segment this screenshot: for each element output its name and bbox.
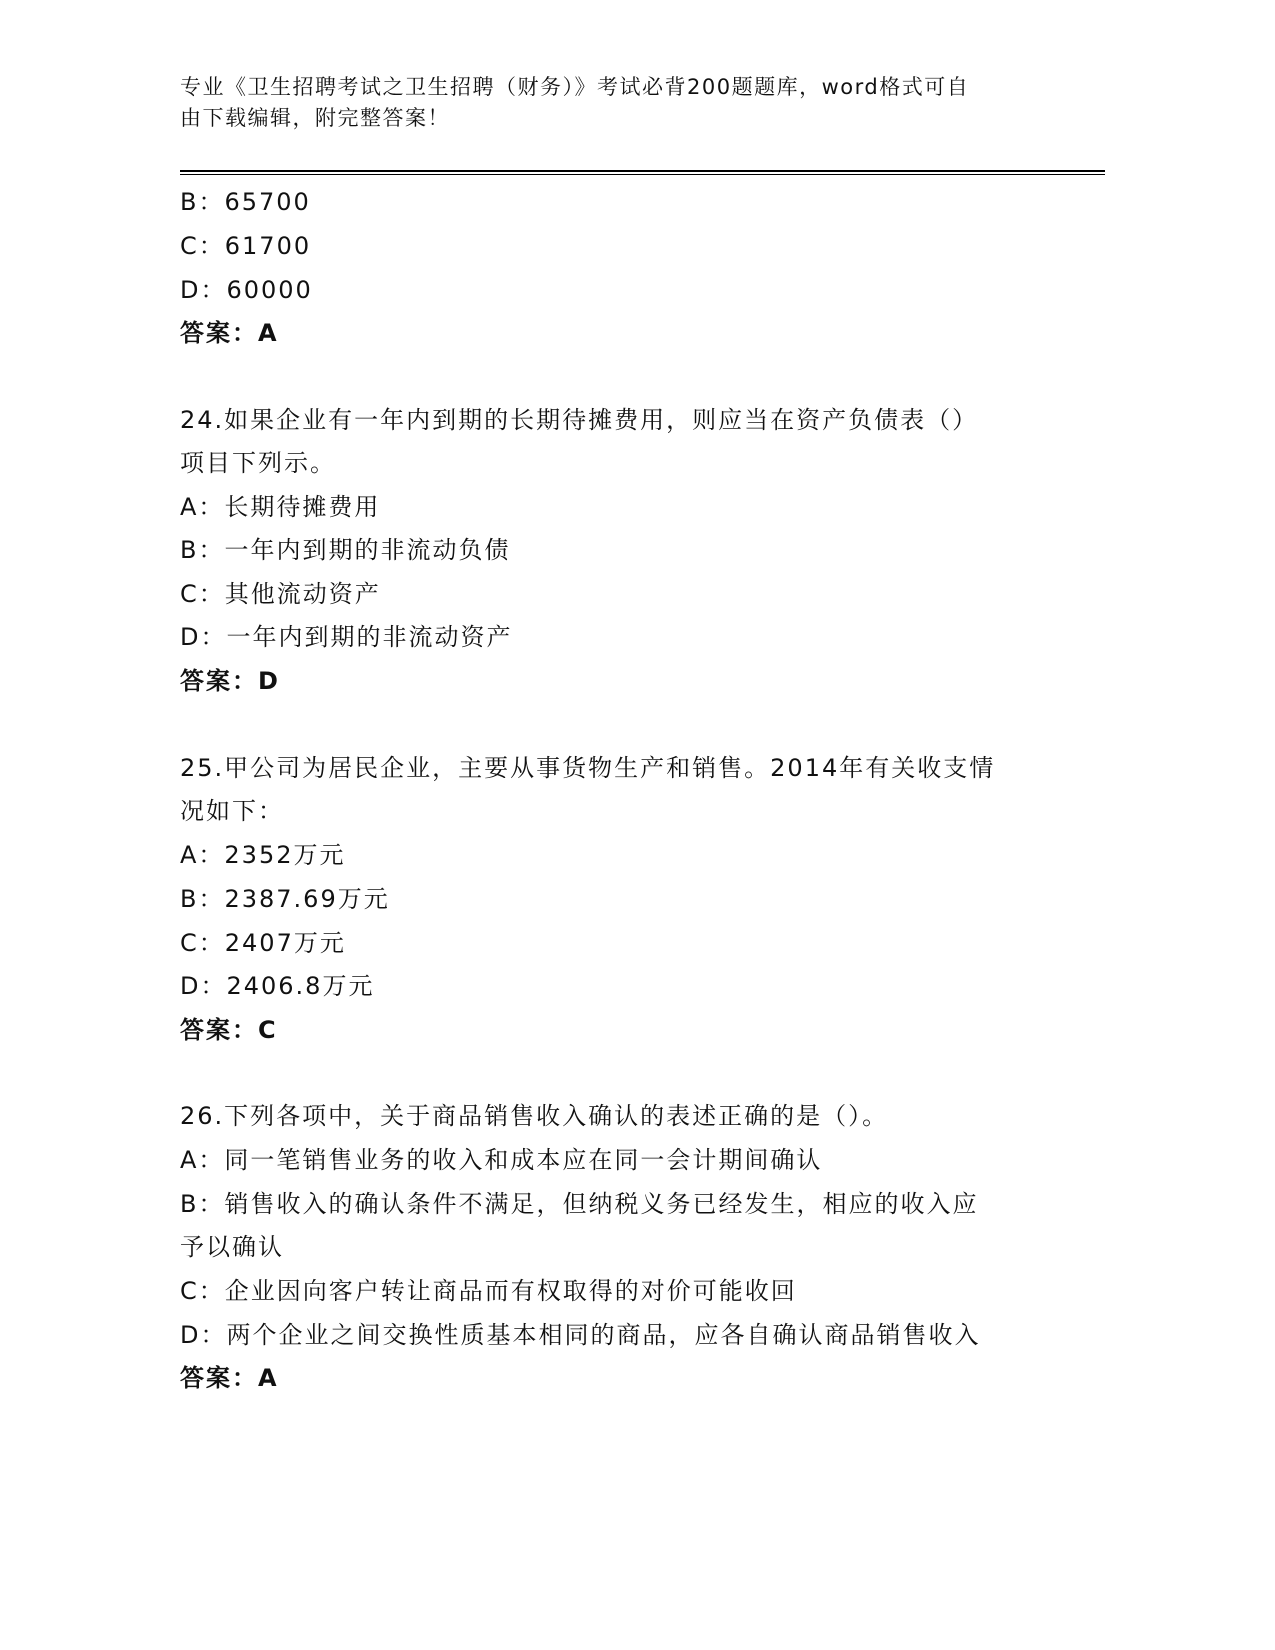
option-c: C：其他流动资产 (180, 580, 381, 608)
header-line: 专业《卫生招聘考试之卫生招聘（财务）》考试必背200题题库，word格式可自 (180, 75, 970, 99)
option-b-continued: 予以确认 (180, 1233, 284, 1261)
option-b: B：2387.69万元 (180, 885, 390, 913)
option-a: A：同一笔销售业务的收入和成本应在同一会计期间确认 (180, 1146, 823, 1174)
header-rule (180, 174, 1105, 175)
question-stem: 24.如果企业有一年内到期的长期待摊费用，则应当在资产负债表（） (180, 406, 979, 434)
header-line: 由下载编辑，附完整答案！ (180, 106, 450, 130)
option-b: B：销售收入的确认条件不满足，但纳税义务已经发生，相应的收入应 (180, 1190, 979, 1218)
answer: 答案：A (180, 319, 279, 347)
option-a: A：2352万元 (180, 841, 346, 869)
header-rule (180, 170, 1105, 172)
question-stem: 况如下： (180, 797, 284, 825)
option-b: B：65700 (180, 188, 311, 216)
option-d: D：两个企业之间交换性质基本相同的商品，应各自确认商品销售收入 (180, 1321, 981, 1349)
option-d: D：2406.8万元 (180, 972, 375, 1000)
question-stem: 26.下列各项中，关于商品销售收入确认的表述正确的是（）。 (180, 1102, 889, 1130)
option-a: A：长期待摊费用 (180, 493, 381, 521)
option-c: C：企业因向客户转让商品而有权取得的对价可能收回 (180, 1277, 797, 1305)
option-b: B：一年内到期的非流动负债 (180, 536, 511, 564)
question-stem: 25.甲公司为居民企业，主要从事货物生产和销售。2014年有关收支情 (180, 754, 996, 782)
answer: 答案：D (180, 667, 280, 695)
answer: 答案：C (180, 1016, 278, 1044)
option-c: C：61700 (180, 232, 312, 260)
option-d: D：一年内到期的非流动资产 (180, 623, 513, 651)
answer: 答案：A (180, 1364, 279, 1392)
option-c: C：2407万元 (180, 929, 346, 957)
option-d: D：60000 (180, 276, 313, 304)
question-stem: 项目下列示。 (180, 449, 336, 477)
